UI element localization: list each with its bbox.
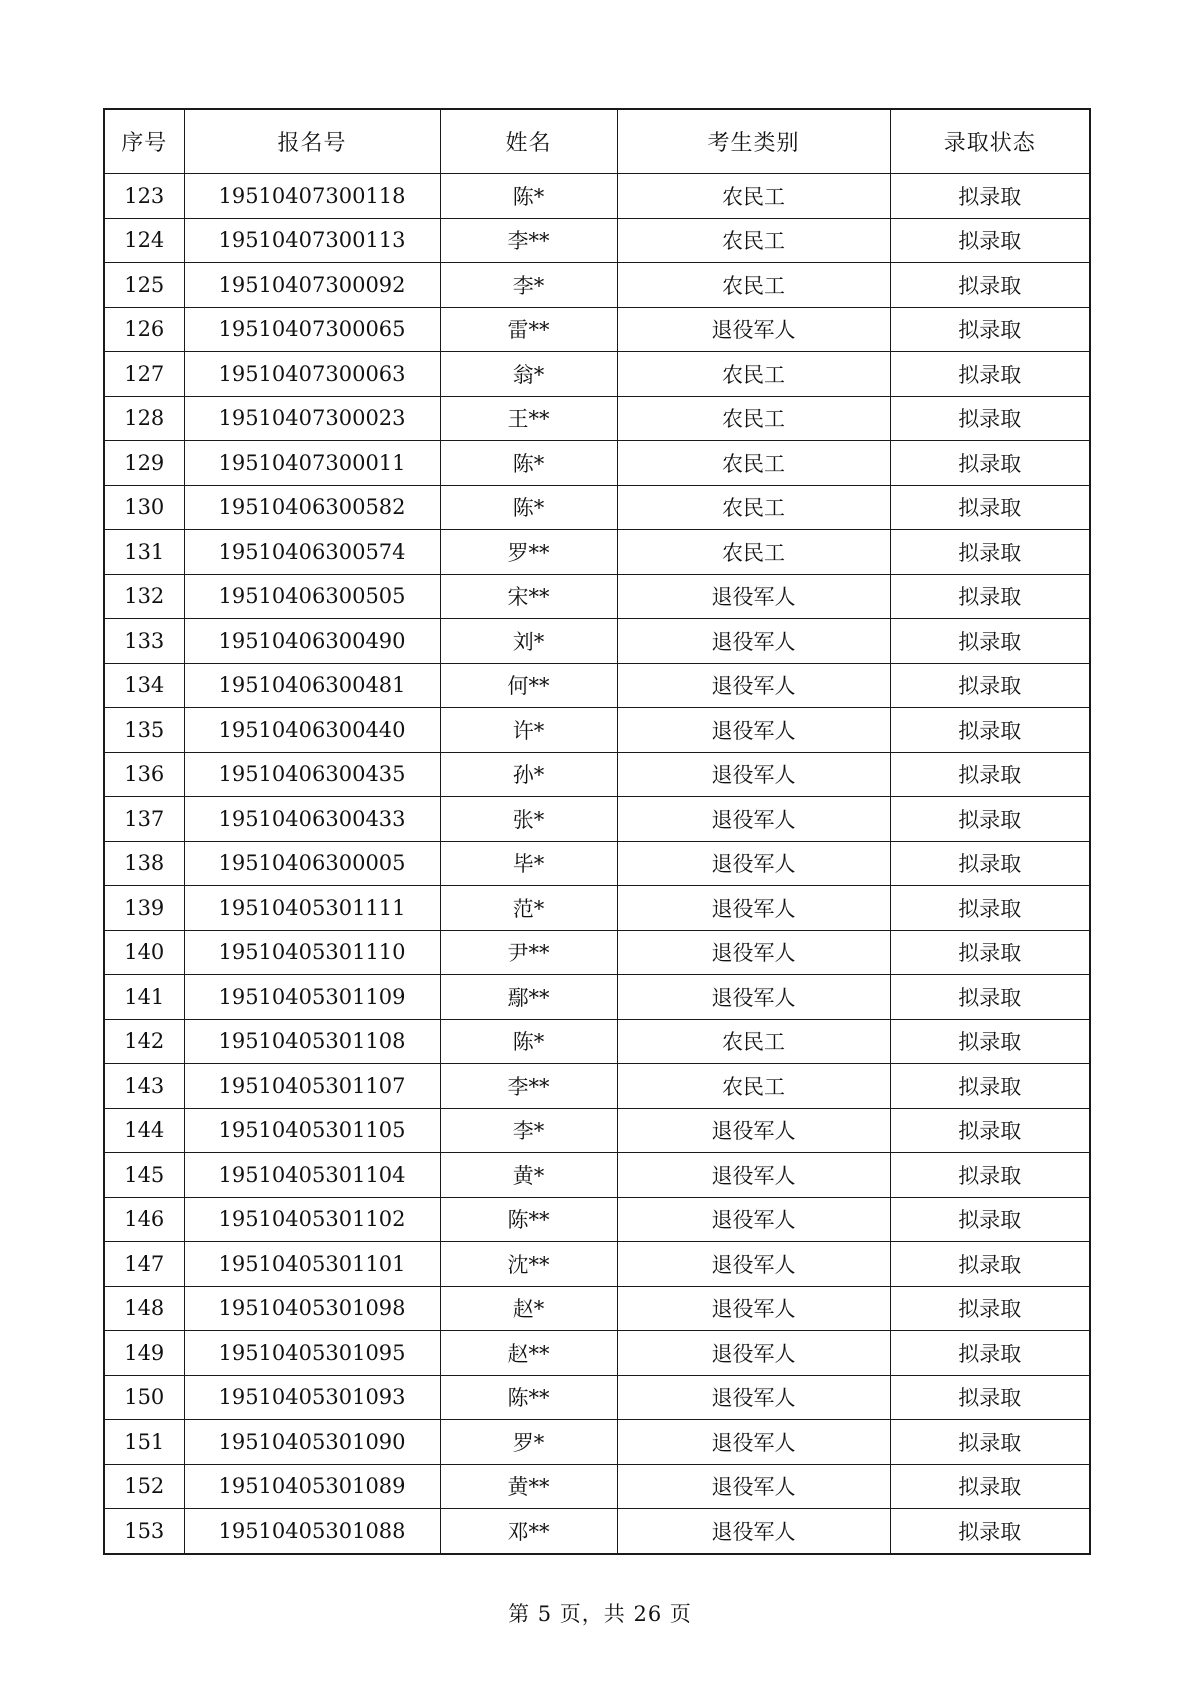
cell-category: 农民工 bbox=[617, 441, 890, 486]
cell-category: 退役军人 bbox=[617, 1242, 890, 1287]
cell-reg-no: 19510405301108 bbox=[184, 1019, 440, 1064]
cell-name: 王** bbox=[440, 396, 617, 441]
table-row bbox=[104, 174, 1090, 219]
cell-reg-no: 19510405301101 bbox=[184, 1242, 440, 1287]
table-row bbox=[104, 1242, 1090, 1287]
cell-seq: 138 bbox=[104, 841, 184, 886]
cell-category: 农民工 bbox=[617, 263, 890, 308]
cell-reg-no: 19510406300481 bbox=[184, 663, 440, 708]
table-row bbox=[104, 619, 1090, 664]
table-row bbox=[104, 574, 1090, 619]
cell-name: 罗** bbox=[440, 530, 617, 575]
table-row bbox=[104, 797, 1090, 842]
cell-category: 退役军人 bbox=[617, 930, 890, 975]
cell-status: 拟录取 bbox=[890, 1286, 1090, 1331]
cell-category: 退役军人 bbox=[617, 1153, 890, 1198]
cell-name: 邓** bbox=[440, 1509, 617, 1554]
cell-category: 退役军人 bbox=[617, 886, 890, 931]
table-row bbox=[104, 1153, 1090, 1198]
table-row bbox=[104, 1108, 1090, 1153]
cell-name: 李* bbox=[440, 263, 617, 308]
cell-category: 退役军人 bbox=[617, 1286, 890, 1331]
cell-status: 拟录取 bbox=[890, 619, 1090, 664]
cell-status: 拟录取 bbox=[890, 441, 1090, 486]
cell-name: 鄢** bbox=[440, 975, 617, 1020]
cell-category: 退役军人 bbox=[617, 663, 890, 708]
cell-reg-no: 19510406300005 bbox=[184, 841, 440, 886]
cell-status: 拟录取 bbox=[890, 174, 1090, 219]
cell-status: 拟录取 bbox=[890, 841, 1090, 886]
cell-status: 拟录取 bbox=[890, 1509, 1090, 1554]
cell-reg-no: 19510405301109 bbox=[184, 975, 440, 1020]
cell-seq: 123 bbox=[104, 174, 184, 219]
admission-table bbox=[103, 108, 1091, 1555]
cell-category: 农民工 bbox=[617, 1064, 890, 1109]
cell-name: 李** bbox=[440, 218, 617, 263]
cell-reg-no: 19510405301104 bbox=[184, 1153, 440, 1198]
cell-reg-no: 19510405301107 bbox=[184, 1064, 440, 1109]
table-header-row bbox=[104, 109, 1090, 174]
table-row bbox=[104, 1375, 1090, 1420]
cell-seq: 142 bbox=[104, 1019, 184, 1064]
cell-name: 黄** bbox=[440, 1464, 617, 1509]
cell-status: 拟录取 bbox=[890, 263, 1090, 308]
table-row bbox=[104, 1286, 1090, 1331]
cell-seq: 139 bbox=[104, 886, 184, 931]
cell-category: 退役军人 bbox=[617, 752, 890, 797]
cell-seq: 140 bbox=[104, 930, 184, 975]
cell-name: 罗* bbox=[440, 1420, 617, 1465]
cell-reg-no: 19510407300023 bbox=[184, 396, 440, 441]
cell-seq: 129 bbox=[104, 441, 184, 486]
cell-reg-no: 19510405301098 bbox=[184, 1286, 440, 1331]
table-row bbox=[104, 1064, 1090, 1109]
cell-status: 拟录取 bbox=[890, 396, 1090, 441]
cell-seq: 150 bbox=[104, 1375, 184, 1420]
header-category: 考生类别 bbox=[617, 109, 890, 174]
cell-category: 退役军人 bbox=[617, 1420, 890, 1465]
cell-name: 陈* bbox=[440, 1019, 617, 1064]
cell-reg-no: 19510405301089 bbox=[184, 1464, 440, 1509]
cell-category: 退役军人 bbox=[617, 619, 890, 664]
cell-status: 拟录取 bbox=[890, 797, 1090, 842]
cell-seq: 144 bbox=[104, 1108, 184, 1153]
cell-seq: 151 bbox=[104, 1420, 184, 1465]
table-row bbox=[104, 886, 1090, 931]
cell-name: 沈** bbox=[440, 1242, 617, 1287]
cell-seq: 153 bbox=[104, 1509, 184, 1554]
table-row bbox=[104, 708, 1090, 753]
table-row bbox=[104, 441, 1090, 486]
cell-name: 陈* bbox=[440, 441, 617, 486]
cell-status: 拟录取 bbox=[890, 1108, 1090, 1153]
cell-status: 拟录取 bbox=[890, 1464, 1090, 1509]
cell-seq: 136 bbox=[104, 752, 184, 797]
cell-reg-no: 19510406300433 bbox=[184, 797, 440, 842]
cell-category: 农民工 bbox=[617, 174, 890, 219]
header-name: 姓名 bbox=[440, 109, 617, 174]
cell-status: 拟录取 bbox=[890, 663, 1090, 708]
table-row bbox=[104, 263, 1090, 308]
cell-name: 李** bbox=[440, 1064, 617, 1109]
table-row bbox=[104, 930, 1090, 975]
cell-category: 退役军人 bbox=[617, 1108, 890, 1153]
cell-status: 拟录取 bbox=[890, 975, 1090, 1020]
cell-status: 拟录取 bbox=[890, 1242, 1090, 1287]
table-row bbox=[104, 752, 1090, 797]
cell-name: 赵** bbox=[440, 1331, 617, 1376]
cell-status: 拟录取 bbox=[890, 352, 1090, 397]
cell-name: 许* bbox=[440, 708, 617, 753]
cell-reg-no: 19510406300435 bbox=[184, 752, 440, 797]
cell-status: 拟录取 bbox=[890, 1197, 1090, 1242]
cell-name: 李* bbox=[440, 1108, 617, 1153]
cell-category: 退役军人 bbox=[617, 797, 890, 842]
table-row bbox=[104, 1420, 1090, 1465]
cell-name: 孙* bbox=[440, 752, 617, 797]
cell-seq: 137 bbox=[104, 797, 184, 842]
cell-seq: 143 bbox=[104, 1064, 184, 1109]
table-row bbox=[104, 307, 1090, 352]
cell-category: 农民工 bbox=[617, 352, 890, 397]
table-row bbox=[104, 841, 1090, 886]
cell-reg-no: 19510407300011 bbox=[184, 441, 440, 486]
cell-name: 张* bbox=[440, 797, 617, 842]
cell-seq: 149 bbox=[104, 1331, 184, 1376]
cell-reg-no: 19510406300582 bbox=[184, 485, 440, 530]
cell-category: 退役军人 bbox=[617, 841, 890, 886]
table-row bbox=[104, 1197, 1090, 1242]
cell-status: 拟录取 bbox=[890, 485, 1090, 530]
cell-reg-no: 19510405301110 bbox=[184, 930, 440, 975]
cell-seq: 134 bbox=[104, 663, 184, 708]
cell-status: 拟录取 bbox=[890, 886, 1090, 931]
cell-category: 农民工 bbox=[617, 1019, 890, 1064]
cell-seq: 133 bbox=[104, 619, 184, 664]
cell-reg-no: 19510405301090 bbox=[184, 1420, 440, 1465]
table-row bbox=[104, 352, 1090, 397]
table-row bbox=[104, 663, 1090, 708]
cell-status: 拟录取 bbox=[890, 218, 1090, 263]
cell-category: 农民工 bbox=[617, 218, 890, 263]
cell-status: 拟录取 bbox=[890, 574, 1090, 619]
cell-seq: 147 bbox=[104, 1242, 184, 1287]
cell-category: 退役军人 bbox=[617, 1464, 890, 1509]
cell-reg-no: 19510405301111 bbox=[184, 886, 440, 931]
table-row bbox=[104, 530, 1090, 575]
cell-category: 退役军人 bbox=[617, 975, 890, 1020]
cell-category: 农民工 bbox=[617, 530, 890, 575]
cell-category: 退役军人 bbox=[617, 1509, 890, 1554]
cell-seq: 145 bbox=[104, 1153, 184, 1198]
cell-reg-no: 19510405301088 bbox=[184, 1509, 440, 1554]
cell-reg-no: 19510405301095 bbox=[184, 1331, 440, 1376]
cell-reg-no: 19510406300440 bbox=[184, 708, 440, 753]
cell-reg-no: 19510406300490 bbox=[184, 619, 440, 664]
cell-category: 农民工 bbox=[617, 396, 890, 441]
table-row bbox=[104, 218, 1090, 263]
cell-name: 陈* bbox=[440, 485, 617, 530]
cell-seq: 128 bbox=[104, 396, 184, 441]
cell-status: 拟录取 bbox=[890, 1331, 1090, 1376]
cell-reg-no: 19510407300092 bbox=[184, 263, 440, 308]
cell-status: 拟录取 bbox=[890, 1153, 1090, 1198]
cell-reg-no: 19510406300505 bbox=[184, 574, 440, 619]
cell-reg-no: 19510407300118 bbox=[184, 174, 440, 219]
cell-status: 拟录取 bbox=[890, 1064, 1090, 1109]
cell-seq: 130 bbox=[104, 485, 184, 530]
cell-status: 拟录取 bbox=[890, 1375, 1090, 1420]
cell-seq: 127 bbox=[104, 352, 184, 397]
cell-status: 拟录取 bbox=[890, 307, 1090, 352]
cell-reg-no: 19510405301105 bbox=[184, 1108, 440, 1153]
cell-status: 拟录取 bbox=[890, 1019, 1090, 1064]
cell-seq: 146 bbox=[104, 1197, 184, 1242]
cell-status: 拟录取 bbox=[890, 1420, 1090, 1465]
table-row bbox=[104, 485, 1090, 530]
header-status: 录取状态 bbox=[890, 109, 1090, 174]
cell-status: 拟录取 bbox=[890, 530, 1090, 575]
table-row bbox=[104, 396, 1090, 441]
cell-name: 赵* bbox=[440, 1286, 617, 1331]
cell-name: 范* bbox=[440, 886, 617, 931]
cell-reg-no: 19510407300063 bbox=[184, 352, 440, 397]
cell-seq: 125 bbox=[104, 263, 184, 308]
cell-reg-no: 19510407300113 bbox=[184, 218, 440, 263]
cell-seq: 152 bbox=[104, 1464, 184, 1509]
cell-name: 陈** bbox=[440, 1375, 617, 1420]
cell-seq: 135 bbox=[104, 708, 184, 753]
cell-reg-no: 19510406300574 bbox=[184, 530, 440, 575]
cell-status: 拟录取 bbox=[890, 708, 1090, 753]
table-row bbox=[104, 1464, 1090, 1509]
cell-name: 尹** bbox=[440, 930, 617, 975]
cell-seq: 126 bbox=[104, 307, 184, 352]
cell-name: 何** bbox=[440, 663, 617, 708]
cell-name: 陈* bbox=[440, 174, 617, 219]
cell-seq: 124 bbox=[104, 218, 184, 263]
cell-reg-no: 19510407300065 bbox=[184, 307, 440, 352]
cell-reg-no: 19510405301102 bbox=[184, 1197, 440, 1242]
table-row bbox=[104, 975, 1090, 1020]
cell-name: 黄* bbox=[440, 1153, 617, 1198]
cell-category: 退役军人 bbox=[617, 1375, 890, 1420]
table-row bbox=[104, 1019, 1090, 1064]
cell-category: 退役军人 bbox=[617, 708, 890, 753]
cell-seq: 131 bbox=[104, 530, 184, 575]
cell-category: 退役军人 bbox=[617, 1331, 890, 1376]
header-seq: 序号 bbox=[104, 109, 184, 174]
cell-category: 农民工 bbox=[617, 485, 890, 530]
cell-seq: 141 bbox=[104, 975, 184, 1020]
cell-category: 退役军人 bbox=[617, 574, 890, 619]
table-row bbox=[104, 1331, 1090, 1376]
cell-category: 退役军人 bbox=[617, 307, 890, 352]
table-body bbox=[104, 174, 1090, 1554]
cell-name: 宋** bbox=[440, 574, 617, 619]
cell-seq: 148 bbox=[104, 1286, 184, 1331]
cell-seq: 132 bbox=[104, 574, 184, 619]
cell-name: 雷** bbox=[440, 307, 617, 352]
page-footer: 第 5 页，共 26 页 bbox=[508, 1602, 692, 1626]
cell-category: 退役军人 bbox=[617, 1197, 890, 1242]
cell-status: 拟录取 bbox=[890, 930, 1090, 975]
cell-name: 陈** bbox=[440, 1197, 617, 1242]
cell-name: 翁* bbox=[440, 352, 617, 397]
cell-name: 刘* bbox=[440, 619, 617, 664]
cell-name: 毕* bbox=[440, 841, 617, 886]
cell-status: 拟录取 bbox=[890, 752, 1090, 797]
cell-reg-no: 19510405301093 bbox=[184, 1375, 440, 1420]
table-row bbox=[104, 1509, 1090, 1554]
header-reg-no: 报名号 bbox=[184, 109, 440, 174]
